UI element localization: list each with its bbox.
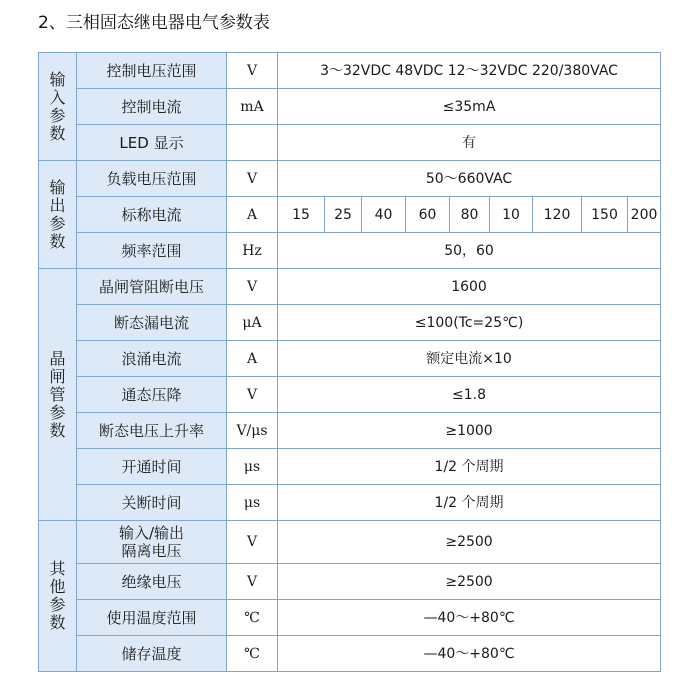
param-name: 断态电压上升率 [77, 413, 227, 449]
table-row [39, 449, 661, 485]
table-row [39, 269, 661, 305]
table-row [39, 89, 661, 125]
param-name: 标称电流 [77, 197, 227, 233]
table-row [39, 600, 661, 636]
param-value: —40～+80℃ [278, 636, 661, 672]
rated-current-value: 150 [582, 197, 628, 233]
table-row [39, 521, 661, 564]
param-name: 控制电流 [77, 89, 227, 125]
table-row [39, 233, 661, 269]
param-unit: A [227, 341, 278, 377]
param-unit: V [227, 161, 278, 197]
rated-current-value: 60 [406, 197, 450, 233]
param-name: 通态压降 [77, 377, 227, 413]
param-name: 控制电压范围 [77, 53, 227, 89]
param-name: 负载电压范围 [77, 161, 227, 197]
param-name: 晶闸管阻断电压 [77, 269, 227, 305]
rated-current-value: 25 [325, 197, 362, 233]
param-name: 频率范围 [77, 233, 227, 269]
param-value: 3～32VDC 48VDC 12～32VDC 220/380VAC [278, 53, 661, 89]
rated-current-value: 80 [450, 197, 490, 233]
param-unit: μA [227, 305, 278, 341]
rated-current-value: 10 [490, 197, 533, 233]
param-unit: μs [227, 485, 278, 521]
param-value: ≥2500 [278, 521, 661, 564]
table-row [39, 485, 661, 521]
param-name: 浪涌电流 [77, 341, 227, 377]
param-unit: V [227, 521, 278, 564]
param-unit: A [227, 197, 278, 233]
param-unit: V/μs [227, 413, 278, 449]
param-value: ≥2500 [278, 564, 661, 600]
param-value: 额定电流×10 [278, 341, 661, 377]
param-value: 1600 [278, 269, 661, 305]
table-row [39, 377, 661, 413]
param-value: 1/2 个周期 [278, 449, 661, 485]
table-row [39, 413, 661, 449]
rated-current-value: 40 [362, 197, 406, 233]
param-unit: ℃ [227, 600, 278, 636]
group-label-output: 输 出 参 数 [39, 161, 77, 269]
rated-current-value: 200 [628, 197, 661, 233]
table-row [39, 197, 661, 233]
param-unit: mA [227, 89, 278, 125]
group-label-other: 其 他 参 数 [39, 521, 77, 672]
param-unit: V [227, 53, 278, 89]
param-name: LED 显示 [77, 125, 227, 161]
param-value: ≤100(Tc=25℃) [278, 305, 661, 341]
table-row [39, 125, 661, 161]
param-value: 50～660VAC [278, 161, 661, 197]
param-name: 储存温度 [77, 636, 227, 672]
rated-current-value: 120 [533, 197, 582, 233]
parameter-table [38, 52, 661, 672]
param-value: ≥1000 [278, 413, 661, 449]
param-value: 50，60 [278, 233, 661, 269]
param-value: 1/2 个周期 [278, 485, 661, 521]
table-row [39, 161, 661, 197]
param-name: 绝缘电压 [77, 564, 227, 600]
group-label-thyristor: 晶 闸 管 参 数 [39, 269, 77, 521]
param-unit: Hz [227, 233, 278, 269]
table-row [39, 53, 661, 89]
rated-current-value: 15 [278, 197, 325, 233]
param-name: 开通时间 [77, 449, 227, 485]
param-unit: V [227, 564, 278, 600]
group-label-input: 输 入 参 数 [39, 53, 77, 161]
param-name: 关断时间 [77, 485, 227, 521]
param-value: ≤35mA [278, 89, 661, 125]
table-row [39, 636, 661, 672]
param-value: 有 [278, 125, 661, 161]
page-title: 2、三相固态继电器电气参数表 [38, 13, 270, 33]
table-row [39, 305, 661, 341]
param-unit: ℃ [227, 636, 278, 672]
param-name: 输入/输出 隔离电压 [77, 521, 227, 564]
param-value: ≤1.8 [278, 377, 661, 413]
param-unit [227, 125, 278, 161]
param-unit: V [227, 377, 278, 413]
table-row [39, 564, 661, 600]
param-value: —40～+80℃ [278, 600, 661, 636]
param-unit: μs [227, 449, 278, 485]
param-name: 使用温度范围 [77, 600, 227, 636]
table-row [39, 341, 661, 377]
param-name: 断态漏电流 [77, 305, 227, 341]
param-unit: V [227, 269, 278, 305]
